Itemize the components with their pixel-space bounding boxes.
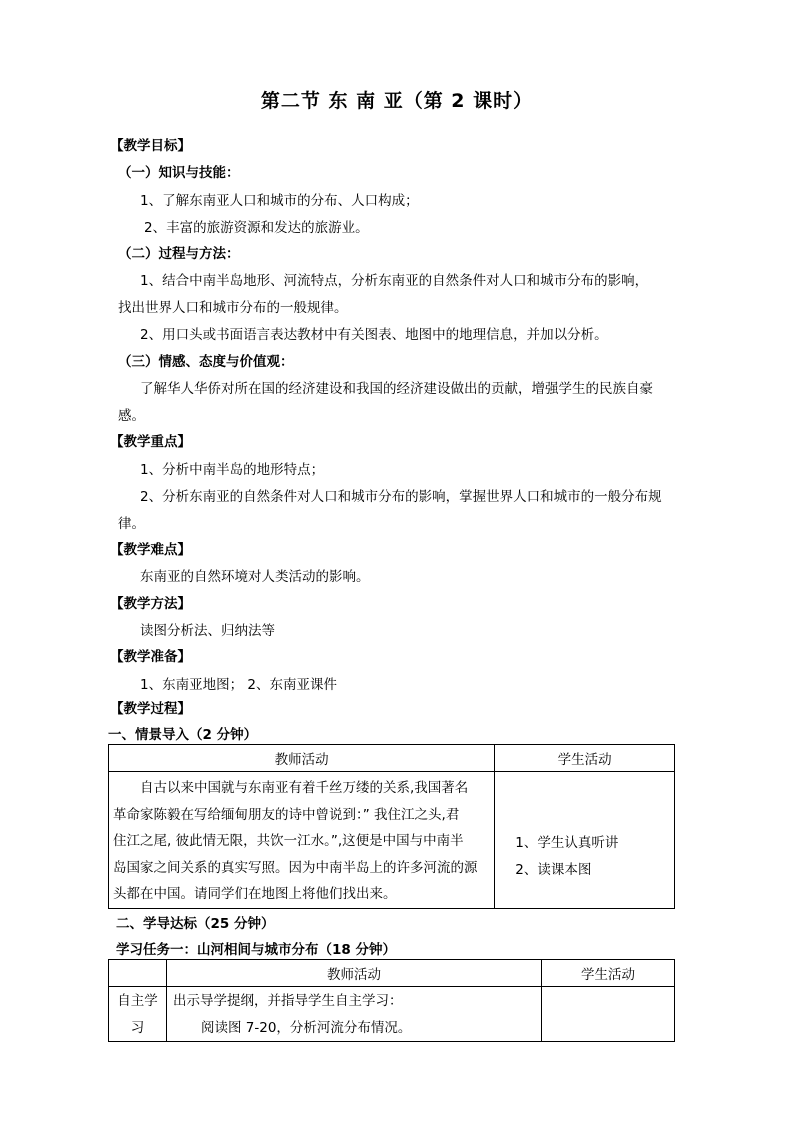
knowledge-heading: （一）知识与技能：: [118, 165, 240, 181]
intro-teacher-line: 革命家陈毅在写给缅甸朋友的诗中曾说到：” 我住江之头,君: [113, 806, 460, 823]
intro-col-student: 学生活动: [495, 745, 675, 772]
process-item-1b: 找出世界人口和城市分布的一般规律。: [118, 300, 348, 316]
intro-teacher-line: 岛国家之间关系的真实写照。因为中南半岛上的许多河流的源: [113, 859, 478, 876]
process-item-2: 2、用口头或书面语言表达教材中有关图表、地图中的地理信息，并加以分析。: [140, 327, 608, 343]
guide-heading: 二、学导达标（25 分钟）: [116, 916, 275, 932]
intro-teacher-line: 住江之尾, 彼此情无限，共饮一江水。”,这便是中国与中南半: [113, 833, 464, 849]
page-title: 第二节 东 南 亚（第 2 课时）: [260, 90, 534, 112]
knowledge-item-2: 2、丰富的旅游资源和发达的旅游业。: [144, 220, 369, 236]
emotion-heading: （三）情感、态度与价值观：: [118, 354, 294, 370]
emotion-item-1b: 感。: [118, 408, 145, 424]
task1-col-student: 学生活动: [542, 960, 675, 987]
process-item-1a: 1、结合中南半岛地形、河流特点，分析东南亚的自然条件对人口和城市分布的影响，: [140, 273, 649, 289]
task1-teacher-line-1: 出示导学提纲，并指导学生自主学习：: [173, 993, 403, 1009]
intro-teacher-line: 自古以来中国就与东南亚有着千丝万缕的关系,我国著名: [113, 780, 469, 796]
difficult-heading: 【教学难点】: [110, 542, 191, 558]
method-heading: 【教学方法】: [110, 596, 191, 612]
method-item: 读图分析法、归纳法等: [140, 623, 275, 639]
intro-col-teacher: 教师活动: [109, 745, 495, 772]
objectives-heading: 【教学目标】: [110, 138, 191, 154]
task1-student-cell: [542, 987, 675, 1042]
task1-corner-cell: [109, 960, 167, 987]
key-point-2a: 2、分析东南亚的自然条件对人口和城市分布的影响，掌握世界人口和城市的一般分布规: [140, 489, 662, 505]
key-point-1: 1、分析中南半岛的地形特点；: [140, 462, 325, 478]
intro-student-item-1: 1、学生认真听讲: [515, 835, 619, 851]
task1-col-teacher: 教师活动: [167, 960, 542, 987]
intro-teacher-line: 头都在中国。请同学们在地图上将他们找出来。: [113, 886, 397, 902]
emotion-item-1a: 了解华人华侨对所在国的经济建设和我国的经济建设做出的贡献，增强学生的民族自豪: [140, 381, 653, 397]
task1-teacher-cell: [167, 987, 542, 1042]
intro-student-cell: [495, 772, 675, 909]
key-point-2b: 律。: [118, 516, 145, 532]
task1-table: [108, 959, 675, 1042]
prep-heading: 【教学准备】: [110, 649, 191, 665]
task1-teacher-line-2: 阅读图 7-20，分析河流分布情况。: [201, 1019, 412, 1036]
process-heading: （二）过程与方法：: [118, 246, 240, 262]
difficult-item: 东南亚的自然环境对人类活动的影响。: [140, 569, 370, 585]
knowledge-item-1: 1、了解东南亚人口和城市的分布、人口构成；: [140, 193, 419, 209]
task1-row-label: 自主学 习: [109, 987, 167, 1042]
prep-item: 1、东南亚地图； 2、东南亚课件: [140, 677, 337, 693]
process-main-heading: 【教学过程】: [110, 701, 191, 717]
intro-student-item-2: 2、读课本图: [515, 861, 592, 878]
intro-teacher-cell: [109, 772, 495, 909]
intro-table: [108, 744, 675, 909]
intro-heading: 一、情景导入（2 分钟）: [108, 727, 258, 743]
task1-heading: 学习任务一：山河相间与城市分布（18 分钟）: [116, 942, 396, 958]
key-points-heading: 【教学重点】: [110, 434, 191, 450]
